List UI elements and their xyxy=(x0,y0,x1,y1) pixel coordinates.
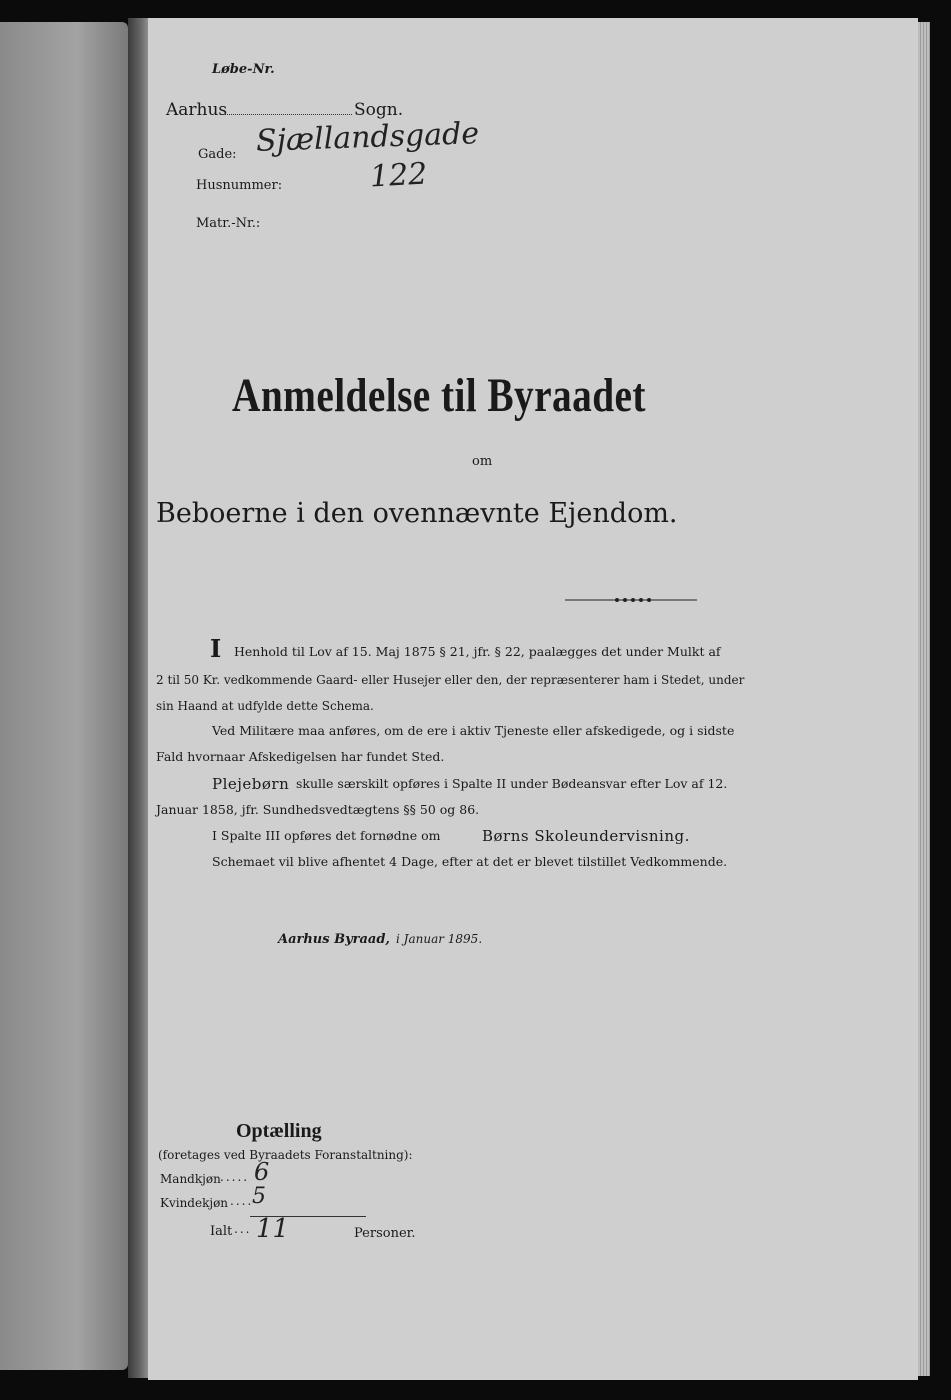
total-dots: ... xyxy=(234,1222,252,1236)
gade-handwritten: Sjællandsgade xyxy=(255,116,480,159)
p3-line2: Januar 1858, jfr. Sundhedsvedtægtens §§ 50 og 86. xyxy=(156,802,480,817)
ornament-dot xyxy=(639,598,643,602)
p2-line1: Ved Militære maa anføres, om de ere i aktiv Tjeneste eller afskedigede, og i sidste xyxy=(212,723,735,738)
husnummer-label: Husnummer: xyxy=(196,178,283,193)
p4-line1: I Spalte III opføres det fornødne om xyxy=(212,828,441,843)
total-handwritten: 11 xyxy=(256,1214,290,1244)
signature-date: i Januar 1895. xyxy=(396,932,483,946)
male-dots: ..... xyxy=(220,1170,250,1184)
male-handwritten: 6 xyxy=(254,1158,270,1186)
gade-label: Gade: xyxy=(198,147,237,162)
female-handwritten: 5 xyxy=(252,1184,266,1209)
initial-letter: I xyxy=(210,634,222,663)
sogn-label: Sogn. xyxy=(354,100,404,120)
lobe-nr-label: Løbe-Nr. xyxy=(212,62,275,77)
husnummer-handwritten: 122 xyxy=(369,156,429,195)
p3-line1: skulle særskilt opføres i Spalte II under Bødeansvar efter Lov af 12. xyxy=(296,776,728,791)
page-subtitle: Beboerne i den ovennævnte Ejendom. xyxy=(156,498,678,529)
book-spine xyxy=(128,18,150,1378)
p4-emphasis: Børns Skoleundervisning. xyxy=(482,827,690,845)
persons-label: Personer. xyxy=(354,1226,416,1241)
left-page xyxy=(0,22,128,1370)
ornament-dot xyxy=(647,598,651,602)
ornament-dot xyxy=(623,598,627,602)
count-note: (foretages ved Byraadets Foranstaltning): xyxy=(158,1148,413,1162)
ornament-dot xyxy=(615,598,619,602)
page-title: Anmeldelse til Byraadet xyxy=(232,369,646,422)
p2-line2: Fald hvornaar Afskedigelsen har fundet Sted. xyxy=(156,749,445,764)
city-label: Aarhus xyxy=(166,100,228,120)
matr-label: Matr.-Nr.: xyxy=(196,216,261,231)
signature-org: Aarhus Byraad, xyxy=(278,932,390,947)
p5-line1: Schemaet vil blive afhentet 4 Dage, efter at det er blevet tilstillet Vedkommende. xyxy=(212,854,728,869)
p1-line3: sin Haand at udfylde dette Schema. xyxy=(156,699,374,713)
document-page xyxy=(148,18,918,1380)
ornament-dot xyxy=(631,598,635,602)
divider-ornament xyxy=(565,593,697,607)
female-dots: .... xyxy=(230,1194,254,1208)
p1-line2: 2 til 50 Kr. vedkommende Gaard- eller Husejer eller den, der repræsenterer ham i Stedet, under xyxy=(156,673,745,687)
count-heading: Optælling xyxy=(236,1120,322,1142)
p1-line1: Henhold til Lov af 15. Maj 1875 § 21, jfr. § 22, paalægges det under Mulkt af xyxy=(234,644,721,659)
p3-lead: Plejebørn xyxy=(212,775,290,793)
male-label: Mandkjøn xyxy=(160,1172,221,1186)
female-label: Kvindekjøn xyxy=(160,1196,229,1210)
total-label: Ialt xyxy=(210,1224,233,1239)
om-word: om xyxy=(472,454,493,469)
city-dotline xyxy=(220,98,352,115)
